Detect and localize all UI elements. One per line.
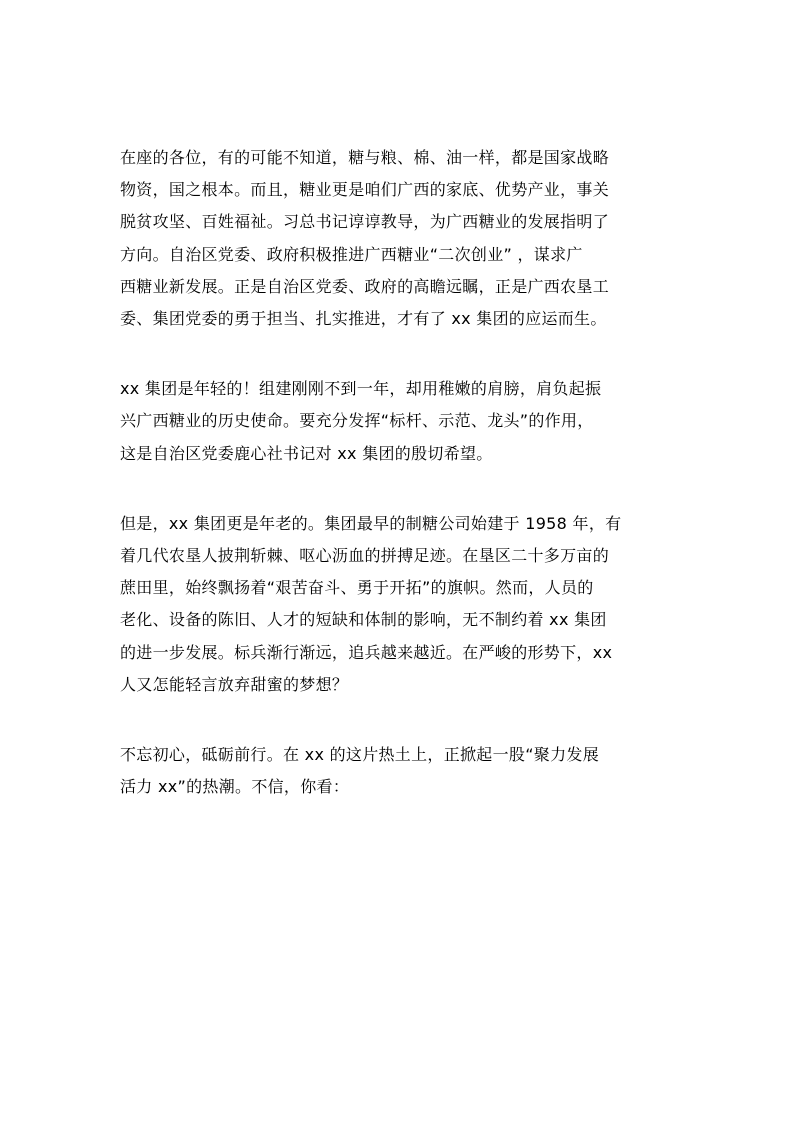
paragraph-3: [120, 508, 680, 701]
paragraph-line: 着几代农垦人披荆斩棘、呕心沥血的拼搏足迹。在垦区二十多万亩的: [120, 546, 610, 566]
paragraph-line: 脱贫攻坚、百姓福祉。习总书记谆谆教导，为广西糖业的发展指明了: [120, 212, 610, 232]
paragraph-line: 人又怎能轻言放弃甜蜜的梦想？: [120, 674, 349, 694]
paragraph-line: 方向。自治区党委、政府积极推进广西糖业“二次创业” ，谋求广: [120, 244, 583, 264]
paragraph-line: 但是，xx 集团更是年老的。集团最早的制糖公司始建于 1958 年，有: [120, 513, 622, 533]
paragraph-2: [120, 373, 680, 470]
paragraph-line: 不忘初心，砥砺前行。在 xx 的这片热土上，正掀起一股“聚力发展: [120, 745, 599, 765]
paragraph-line: 活力 xx”的热潮。不信，你看：: [120, 777, 350, 797]
paragraph-4: [120, 739, 680, 803]
paragraph-line: 西糖业新发展。正是自治区党委、政府的高瞻远瞩，正是广西农垦工: [120, 276, 610, 296]
paragraph-line: 老化、设备的陈旧、人才的短缺和体制的影响，无不制约着 xx 集团: [120, 610, 607, 630]
paragraph-line: xx 集团是年轻的！组建刚刚不到一年，却用稚嫩的肩膀，肩负起振: [120, 379, 602, 399]
paragraph-line: 的进一步发展。标兵渐行渐远，追兵越来越近。在严峻的形势下，xx: [120, 642, 613, 662]
paragraph-1: [120, 142, 680, 335]
paragraph-line: 蔗田里，始终飘扬着“艰苦奋斗、勇于开拓”的旗帜。然而，人员的: [120, 578, 594, 598]
paragraph-line: 委、集团党委的勇于担当、扎实推进，才有了 xx 集团的应运而生。: [120, 309, 607, 329]
paragraph-line: 在座的各位，有的可能不知道，糖与粮、棉、油一样，都是国家战略: [120, 148, 610, 167]
paragraph-line: 物资，国之根本。而且，糖业更是咱们广西的家底、优势产业，事关: [120, 180, 610, 200]
paragraph-line: 兴广西糖业的历史使命。要充分发挥“标杆、示范、龙头”的作用，: [120, 411, 594, 431]
paragraph-line: 这是自治区党委鹿心社书记对 xx 集团的殷切希望。: [120, 443, 493, 463]
document-body: [120, 142, 680, 841]
